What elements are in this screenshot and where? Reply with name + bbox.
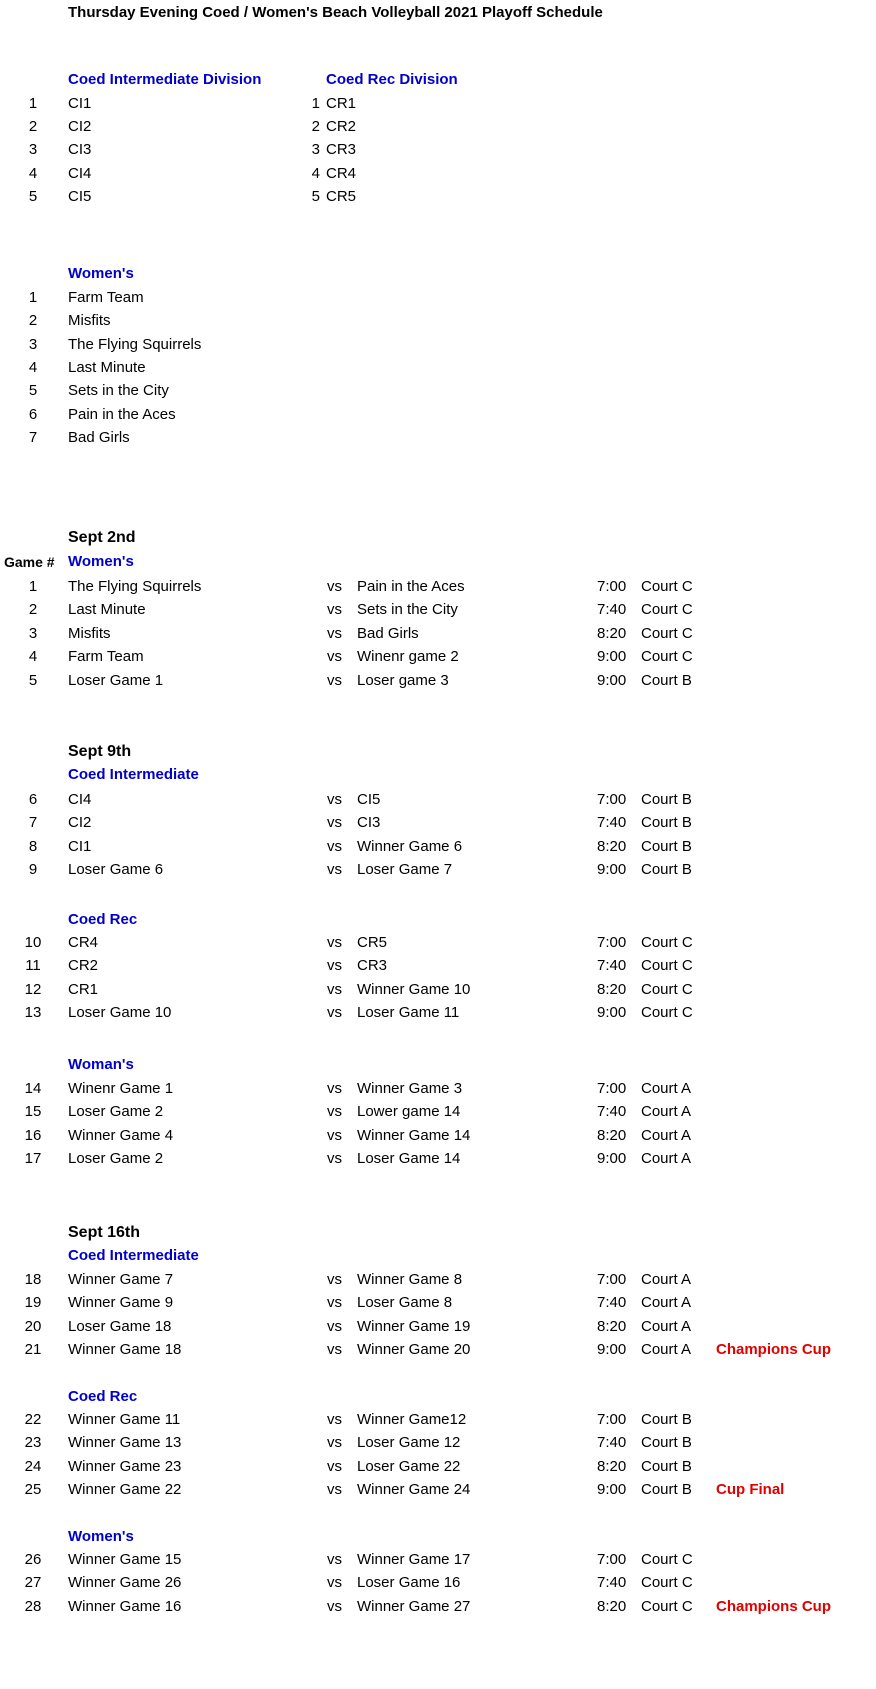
- game-time: 8:20: [597, 624, 627, 642]
- team-b: Bad Girls: [357, 624, 419, 642]
- vs-label: vs: [327, 671, 342, 689]
- team-b: CR3: [357, 957, 388, 975]
- team-a: Winner Game 26: [68, 1574, 182, 1592]
- vs-label: vs: [327, 1294, 342, 1312]
- game-time: 9:00: [597, 648, 627, 666]
- team-b: Loser Game 12: [357, 1434, 461, 1452]
- game-time: 8:20: [597, 1597, 627, 1615]
- court-name: Court A: [641, 1150, 692, 1168]
- vs-label: vs: [327, 934, 342, 951]
- team-b: Loser Game 11: [357, 1004, 460, 1022]
- seed-number: 3: [28, 335, 38, 353]
- vs-label: vs: [327, 1481, 342, 1499]
- court-name: Court B: [641, 861, 692, 879]
- court-name: Court C: [641, 578, 693, 595]
- court-name: Court C: [641, 1574, 693, 1592]
- game-time: 7:40: [597, 1103, 627, 1121]
- court-name: Court B: [641, 814, 692, 832]
- team-b: Loser Game 22: [357, 1457, 461, 1475]
- seed-number: 4: [28, 358, 38, 376]
- section-header: Women's: [68, 553, 134, 570]
- seed-number: 3: [28, 141, 38, 159]
- seed-team-women: Sets in the City: [68, 382, 169, 400]
- seed-team-women: Farm Team: [68, 289, 144, 306]
- team-a: Winner Game 9: [68, 1294, 174, 1312]
- seed-team-women: Pain in the Aces: [68, 405, 176, 423]
- vs-label: vs: [327, 1271, 342, 1288]
- game-time: 9:00: [597, 671, 627, 689]
- vs-label: vs: [327, 791, 342, 808]
- game-number: 17: [24, 1150, 42, 1168]
- court-name: Court A: [641, 1317, 692, 1335]
- game-time: 7:00: [597, 1411, 627, 1428]
- team-a: Winner Game 22: [68, 1481, 182, 1499]
- game-time: 7:00: [597, 1271, 627, 1288]
- vs-label: vs: [327, 1317, 342, 1335]
- court-name: Court B: [641, 837, 692, 855]
- game-number: 25: [24, 1481, 42, 1499]
- team-b: Winner Game 6: [357, 837, 463, 855]
- team-a: CR1: [68, 980, 99, 998]
- team-a: Loser Game 6: [68, 861, 164, 879]
- game-time: 8:20: [597, 837, 627, 855]
- game-time: 8:20: [597, 1126, 627, 1144]
- game-time: 9:00: [597, 861, 627, 879]
- vs-label: vs: [327, 601, 342, 619]
- seed-number: 4: [311, 164, 320, 182]
- seed-number: 5: [28, 187, 38, 205]
- game-note: Cup Final: [716, 1481, 785, 1499]
- seed-team-women: Bad Girls: [68, 428, 130, 446]
- court-name: Court C: [641, 980, 693, 998]
- game-number: 20: [24, 1317, 42, 1335]
- team-a: CI4: [68, 791, 92, 808]
- week-date: Sept 9th: [68, 743, 132, 760]
- game-time: 9:00: [597, 1150, 627, 1168]
- team-b: Winner Game 10: [357, 980, 471, 998]
- section-header: Coed Rec: [68, 911, 138, 928]
- team-b: Winner Game 17: [357, 1551, 471, 1568]
- game-time: 8:20: [597, 1457, 627, 1475]
- seed-number: 5: [311, 187, 320, 205]
- game-time: 9:00: [597, 1481, 627, 1499]
- team-b: CI3: [357, 814, 381, 832]
- game-time: 7:40: [597, 1294, 627, 1312]
- game-number: 21: [24, 1341, 42, 1359]
- team-b: Winner Game12: [357, 1411, 467, 1428]
- team-a: Winner Game 16: [68, 1597, 182, 1615]
- team-a: CI2: [68, 814, 92, 832]
- game-number: 24: [24, 1457, 42, 1475]
- game-note: Champions Cup: [716, 1597, 831, 1615]
- court-name: Court A: [641, 1341, 692, 1359]
- game-time: 7:00: [597, 578, 627, 595]
- seed-team-ci: CI5: [68, 187, 92, 205]
- game-number: 19: [24, 1294, 42, 1312]
- team-b: Loser Game 8: [357, 1294, 453, 1312]
- section-header: Coed Rec: [68, 1388, 138, 1405]
- vs-label: vs: [327, 957, 342, 975]
- seed-number: 1: [311, 95, 320, 112]
- vs-label: vs: [327, 837, 342, 855]
- section-header-cr-division: Coed Rec Division: [326, 71, 458, 88]
- game-number: 15: [24, 1103, 42, 1121]
- game-time: 8:20: [597, 1317, 627, 1335]
- vs-label: vs: [327, 1574, 342, 1592]
- vs-label: vs: [327, 1341, 342, 1359]
- team-a: Winner Game 13: [68, 1434, 182, 1452]
- vs-label: vs: [327, 1597, 342, 1615]
- team-a: Winner Game 4: [68, 1126, 174, 1144]
- team-a: The Flying Squirrels: [68, 578, 202, 595]
- court-name: Court C: [641, 957, 693, 975]
- team-a: Winenr Game 1: [68, 1080, 174, 1097]
- section-header: Women's: [68, 1528, 134, 1545]
- court-name: Court B: [641, 1457, 692, 1475]
- week-date: Sept 16th: [68, 1224, 141, 1241]
- court-name: Court A: [641, 1080, 692, 1097]
- team-a: CI1: [68, 837, 92, 855]
- team-a: Misfits: [68, 624, 111, 642]
- seed-team-cr: CR3: [326, 141, 357, 159]
- game-time: 7:00: [597, 791, 627, 808]
- vs-label: vs: [327, 814, 342, 832]
- team-b: Loser game 3: [357, 671, 449, 689]
- section-header: Woman's: [68, 1056, 134, 1073]
- seed-team-women: Last Minute: [68, 358, 146, 376]
- team-b: Winner Game 24: [357, 1481, 471, 1499]
- team-b: Lower game 14: [357, 1103, 461, 1121]
- team-a: CR4: [68, 934, 99, 951]
- game-number: 6: [28, 791, 38, 808]
- team-b: Loser Game 16: [357, 1574, 461, 1592]
- team-b: Winner Game 19: [357, 1317, 471, 1335]
- team-a: Winner Game 23: [68, 1457, 182, 1475]
- game-number: 7: [28, 814, 38, 832]
- team-b: Winenr game 2: [357, 648, 459, 666]
- vs-label: vs: [327, 980, 342, 998]
- seed-number: 6: [28, 405, 38, 423]
- team-b: CI5: [357, 791, 381, 808]
- team-a: Loser Game 2: [68, 1103, 164, 1121]
- game-number: 22: [24, 1411, 42, 1428]
- game-number: 14: [24, 1080, 42, 1097]
- team-a: Last Minute: [68, 601, 146, 619]
- court-name: Court A: [641, 1271, 692, 1288]
- game-note: Champions Cup: [716, 1341, 831, 1359]
- vs-label: vs: [327, 1004, 342, 1022]
- seed-team-cr: CR4: [326, 164, 357, 182]
- seed-team-ci: CI3: [68, 141, 92, 159]
- team-a: Winner Game 15: [68, 1551, 182, 1568]
- court-name: Court B: [641, 1411, 692, 1428]
- team-a: Winner Game 7: [68, 1271, 174, 1288]
- court-name: Court B: [641, 1481, 692, 1499]
- team-a: Winner Game 18: [68, 1341, 182, 1359]
- team-a: Loser Game 18: [68, 1317, 172, 1335]
- seed-number: 2: [311, 118, 320, 136]
- vs-label: vs: [327, 1080, 342, 1097]
- team-b: Winner Game 3: [357, 1080, 463, 1097]
- seed-number: 1: [28, 95, 38, 112]
- seed-team-cr: CR1: [326, 95, 357, 112]
- week-date: Sept 2nd: [68, 529, 136, 546]
- game-number: 27: [24, 1574, 42, 1592]
- court-name: Court A: [641, 1294, 692, 1312]
- team-b: CR5: [357, 934, 388, 951]
- team-b: Pain in the Aces: [357, 578, 465, 595]
- vs-label: vs: [327, 1126, 342, 1144]
- game-number: 28: [24, 1597, 42, 1615]
- seed-team-ci: CI2: [68, 118, 92, 136]
- seed-number: 2: [28, 118, 38, 136]
- seed-team-cr: CR2: [326, 118, 357, 136]
- game-time: 7:40: [597, 601, 627, 619]
- seed-number: 4: [28, 164, 38, 182]
- seed-number: 5: [28, 382, 38, 400]
- vs-label: vs: [327, 1103, 342, 1121]
- court-name: Court C: [641, 1551, 693, 1568]
- game-number: 2: [28, 601, 38, 619]
- game-time: 9:00: [597, 1341, 627, 1359]
- game-number: 4: [28, 648, 38, 666]
- game-number: 12: [24, 980, 42, 998]
- game-number-column-label: Game #: [4, 554, 55, 570]
- team-a: Winner Game 11: [68, 1411, 181, 1428]
- section-header: Coed Intermediate: [68, 766, 199, 783]
- game-number: 23: [24, 1434, 42, 1452]
- team-b: Loser Game 7: [357, 861, 453, 879]
- team-b: Winner Game 20: [357, 1341, 471, 1359]
- vs-label: vs: [327, 624, 342, 642]
- game-number: 9: [28, 861, 38, 879]
- vs-label: vs: [327, 648, 342, 666]
- seed-team-cr: CR5: [326, 187, 357, 205]
- game-number: 13: [24, 1004, 42, 1022]
- game-time: 9:00: [597, 1004, 627, 1022]
- vs-label: vs: [327, 578, 342, 595]
- game-time: 7:00: [597, 1080, 627, 1097]
- team-a: Loser Game 2: [68, 1150, 164, 1168]
- team-b: Loser Game 14: [357, 1150, 461, 1168]
- game-time: 7:40: [597, 957, 627, 975]
- section-header-women-seeds: Women's: [68, 265, 134, 282]
- seed-team-ci: CI1: [68, 95, 92, 112]
- vs-label: vs: [327, 1457, 342, 1475]
- seed-number: 1: [28, 289, 38, 306]
- court-name: Court C: [641, 1597, 693, 1615]
- court-name: Court B: [641, 791, 692, 808]
- team-b: Winner Game 8: [357, 1271, 463, 1288]
- section-header: Coed Intermediate: [68, 1247, 199, 1264]
- team-b: Winner Game 14: [357, 1126, 471, 1144]
- game-time: 8:20: [597, 980, 627, 998]
- seed-number: 7: [28, 428, 38, 446]
- game-number: 11: [25, 957, 41, 975]
- vs-label: vs: [327, 1150, 342, 1168]
- game-number: 8: [28, 837, 38, 855]
- court-name: Court C: [641, 934, 693, 951]
- court-name: Court B: [641, 1434, 692, 1452]
- seed-team-women: The Flying Squirrels: [68, 335, 202, 353]
- court-name: Court B: [641, 671, 692, 689]
- game-time: 7:40: [597, 814, 627, 832]
- game-number: 18: [24, 1271, 42, 1288]
- game-number: 5: [28, 671, 38, 689]
- team-a: Loser Game 1: [68, 671, 164, 689]
- team-a: Loser Game 10: [68, 1004, 172, 1022]
- seed-team-women: Misfits: [68, 312, 111, 330]
- team-b: Winner Game 27: [357, 1597, 471, 1615]
- game-number: 3: [28, 624, 38, 642]
- seed-number: 2: [28, 312, 38, 330]
- court-name: Court A: [641, 1126, 692, 1144]
- court-name: Court A: [641, 1103, 692, 1121]
- game-number: 26: [24, 1551, 42, 1568]
- game-time: 7:00: [597, 934, 627, 951]
- court-name: Court C: [641, 1004, 693, 1022]
- team-a: CR2: [68, 957, 99, 975]
- game-time: 7:00: [597, 1551, 627, 1568]
- vs-label: vs: [327, 1411, 342, 1428]
- seed-number: 3: [311, 141, 320, 159]
- game-time: 7:40: [597, 1434, 627, 1452]
- vs-label: vs: [327, 1551, 342, 1568]
- vs-label: vs: [327, 861, 342, 879]
- court-name: Court C: [641, 624, 693, 642]
- court-name: Court C: [641, 648, 693, 666]
- team-a: Farm Team: [68, 648, 144, 666]
- court-name: Court C: [641, 601, 693, 619]
- seed-team-ci: CI4: [68, 164, 92, 182]
- game-time: 7:40: [597, 1574, 627, 1592]
- page-title: Thursday Evening Coed / Women's Beach Volleyball 2021 Playoff Schedule: [68, 4, 603, 21]
- game-number: 16: [24, 1126, 42, 1144]
- game-number: 1: [28, 578, 38, 595]
- vs-label: vs: [327, 1434, 342, 1452]
- team-b: Sets in the City: [357, 601, 458, 619]
- game-number: 10: [24, 934, 42, 951]
- section-header-ci-division: Coed Intermediate Division: [68, 71, 262, 88]
